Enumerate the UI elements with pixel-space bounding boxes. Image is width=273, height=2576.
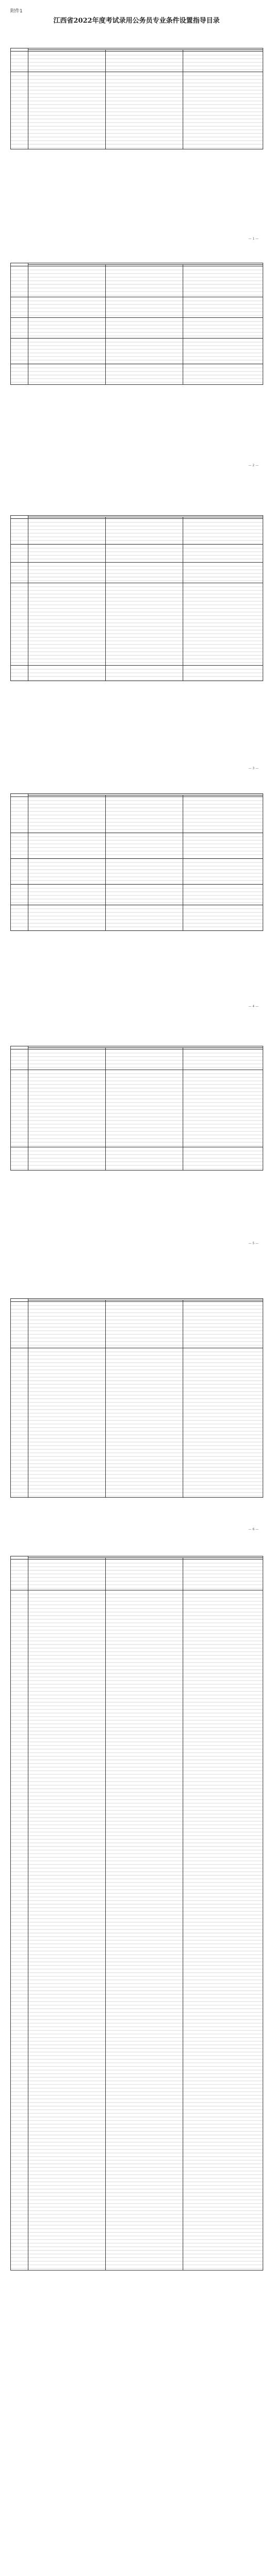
page-7: [5, 1551, 268, 2303]
page-3: [5, 510, 268, 778]
table-row: [11, 666, 263, 681]
row-col-b: [106, 885, 183, 905]
row-col-b: [106, 52, 183, 72]
row-col-c: [183, 583, 263, 666]
row-category: [11, 72, 28, 149]
page-6: [5, 1293, 268, 1540]
page-5: [5, 1041, 268, 1283]
row-category: [11, 545, 28, 563]
row-col-a: [28, 338, 106, 364]
row-col-c: [183, 666, 263, 681]
row-col-a: [28, 1302, 106, 1348]
qualification-table: [10, 263, 263, 385]
row-category: [11, 1147, 28, 1171]
row-col-a: [28, 1049, 106, 1070]
row-col-b: [106, 859, 183, 885]
table-row: [11, 1302, 263, 1348]
row-col-c: [183, 833, 263, 859]
row-col-c: [183, 266, 263, 297]
blank-area: [0, 2308, 273, 2576]
row-col-c: [183, 1348, 263, 1498]
row-category: [11, 1302, 28, 1348]
row-col-c: [183, 905, 263, 931]
qualification-table: [10, 1046, 263, 1171]
page-4: [5, 788, 268, 1030]
row-col-c: [183, 545, 263, 563]
row-col-b: [106, 297, 183, 318]
row-col-a: [28, 1590, 106, 2270]
page-number: — 6 —: [248, 1528, 259, 1531]
row-col-b: [106, 266, 183, 297]
row-col-b: [106, 338, 183, 364]
row-category: [11, 885, 28, 905]
row-col-a: [28, 545, 106, 563]
table-row: [11, 1070, 263, 1147]
table-row: [11, 338, 263, 364]
row-col-a: [28, 1348, 106, 1498]
table-row: [11, 885, 263, 905]
row-col-c: [183, 1070, 263, 1147]
qualification-table: [10, 793, 263, 931]
row-category: [11, 859, 28, 885]
table-row: [11, 519, 263, 545]
row-category: [11, 1049, 28, 1070]
row-col-c: [183, 52, 263, 72]
row-col-b: [106, 905, 183, 931]
row-col-a: [28, 1147, 106, 1171]
row-category: [11, 1070, 28, 1147]
row-col-b: [106, 519, 183, 545]
qualification-table: [10, 1298, 263, 1498]
row-col-c: [183, 1049, 263, 1070]
notes-block: [10, 28, 263, 46]
row-category: [11, 1560, 28, 1590]
page-number: — 2 —: [248, 464, 259, 467]
row-col-b: [106, 545, 183, 563]
page-1: [5, 4, 268, 246]
page-2: [5, 258, 268, 500]
row-col-a: [28, 1070, 106, 1147]
row-col-c: [183, 797, 263, 833]
note-line: [10, 28, 263, 31]
row-col-b: [106, 563, 183, 583]
page-number: — 4 —: [248, 1005, 259, 1008]
row-col-b: [106, 1147, 183, 1171]
table-row: [11, 318, 263, 338]
page-number: — 3 —: [248, 767, 259, 770]
table-row: [11, 859, 263, 885]
row-col-c: [183, 1560, 263, 1590]
table-row: [11, 1590, 263, 2270]
row-col-a: [28, 797, 106, 833]
attachment-label: 附件1: [10, 9, 23, 14]
row-col-c: [183, 859, 263, 885]
row-col-b: [106, 72, 183, 149]
document-title: 江西省2022年度考试录用公务员专业条件设置指导目录: [53, 17, 220, 25]
table-row: [11, 1560, 263, 1590]
row-col-c: [183, 72, 263, 149]
row-col-b: [106, 1560, 183, 1590]
row-col-a: [28, 583, 106, 666]
row-category: [11, 797, 28, 833]
row-category: [11, 52, 28, 72]
row-col-b: [106, 583, 183, 666]
row-category: [11, 833, 28, 859]
row-col-c: [183, 318, 263, 338]
row-col-a: [28, 563, 106, 583]
table-row: [11, 797, 263, 833]
row-col-b: [106, 318, 183, 338]
note-line: [10, 39, 263, 42]
table-row: [11, 563, 263, 583]
row-col-c: [183, 364, 263, 385]
row-col-c: [183, 1147, 263, 1171]
row-col-b: [106, 1302, 183, 1348]
row-col-a: [28, 519, 106, 545]
row-category: [11, 297, 28, 318]
row-col-c: [183, 519, 263, 545]
row-col-a: [28, 1560, 106, 1590]
row-category: [11, 266, 28, 297]
row-col-a: [28, 266, 106, 297]
row-category: [11, 519, 28, 545]
table-row: [11, 72, 263, 149]
row-col-b: [106, 364, 183, 385]
row-category: [11, 364, 28, 385]
note-line: [10, 35, 263, 39]
row-category: [11, 1348, 28, 1498]
table-row: [11, 52, 263, 72]
row-category: [11, 583, 28, 666]
qualification-table: [10, 48, 263, 149]
table-row: [11, 583, 263, 666]
row-category: [11, 563, 28, 583]
table-row: [11, 1348, 263, 1498]
note-line: [10, 31, 263, 35]
row-col-b: [106, 1070, 183, 1147]
row-col-b: [106, 1049, 183, 1070]
row-col-a: [28, 666, 106, 681]
qualification-table: [10, 1556, 263, 2270]
row-category: [11, 905, 28, 931]
table-row: [11, 266, 263, 297]
table-row: [11, 833, 263, 859]
row-col-b: [106, 833, 183, 859]
row-col-c: [183, 338, 263, 364]
row-col-b: [106, 666, 183, 681]
page-number: — 1 —: [248, 237, 259, 241]
table-row: [11, 364, 263, 385]
qualification-table: [10, 515, 263, 681]
row-col-a: [28, 364, 106, 385]
row-col-a: [28, 905, 106, 931]
table-row: [11, 297, 263, 318]
row-col-c: [183, 1302, 263, 1348]
page-number: — 5 —: [248, 1242, 259, 1245]
row-col-a: [28, 833, 106, 859]
table-row: [11, 905, 263, 931]
row-col-a: [28, 52, 106, 72]
row-col-a: [28, 72, 106, 149]
row-category: [11, 666, 28, 681]
row-col-a: [28, 318, 106, 338]
row-col-c: [183, 297, 263, 318]
row-col-c: [183, 885, 263, 905]
row-col-b: [106, 1348, 183, 1498]
row-col-a: [28, 297, 106, 318]
row-category: [11, 338, 28, 364]
table-row: [11, 1049, 263, 1070]
row-col-c: [183, 1590, 263, 2270]
row-category: [11, 318, 28, 338]
row-col-b: [106, 1590, 183, 2270]
row-category: [11, 1590, 28, 2270]
row-col-c: [183, 563, 263, 583]
row-col-a: [28, 885, 106, 905]
table-row: [11, 545, 263, 563]
row-col-b: [106, 797, 183, 833]
note-line: [10, 42, 263, 46]
row-col-a: [28, 859, 106, 885]
table-row: [11, 1147, 263, 1171]
